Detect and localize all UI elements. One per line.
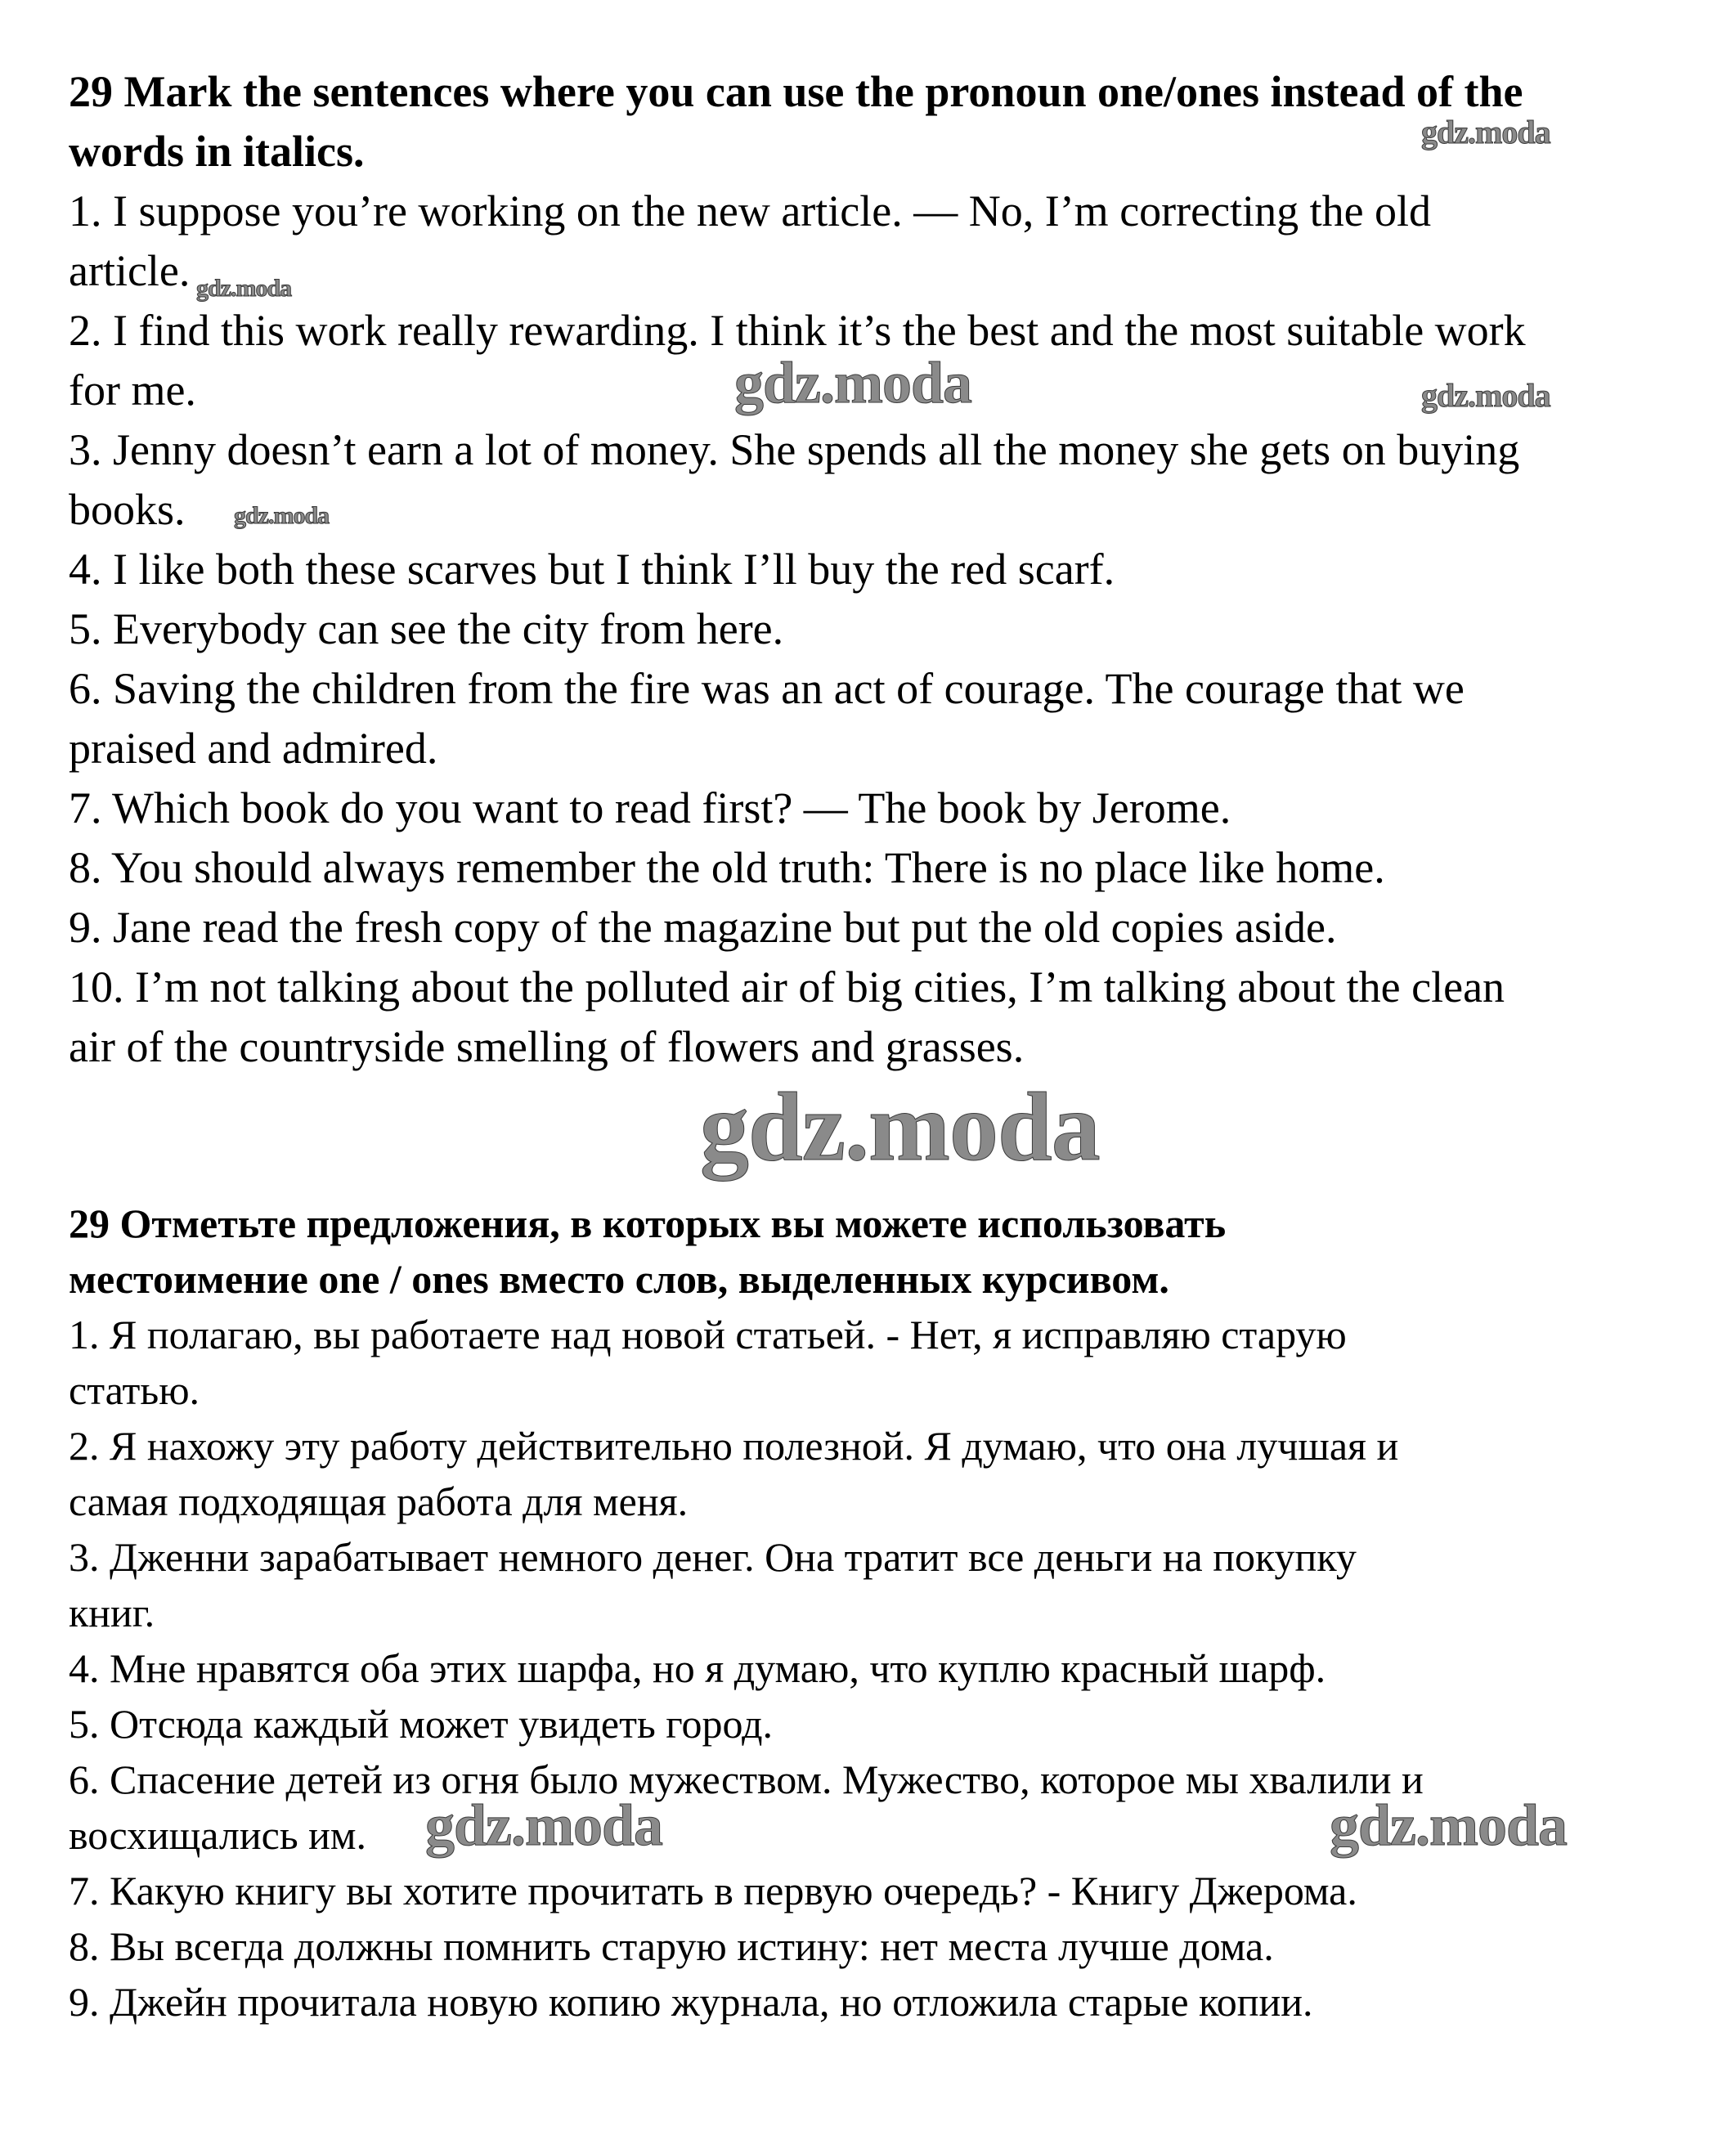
- exercise-item-line: 7. Which book do you want to read first? — The book by Jerome.: [69, 783, 1231, 832]
- watermark: gdz.moda: [1421, 114, 1550, 150]
- watermark: gdz.moda: [196, 275, 292, 302]
- exercise-item-line: 5. Everybody can see the city from here.: [69, 604, 784, 653]
- exercise-item-line: 9. Jane read the fresh copy of the magazine but put the old copies aside.: [69, 903, 1337, 952]
- russian-exercise: [69, 1196, 1704, 2030]
- exercise-item-line: 10. I’m not talking about the polluted air of big cities, I’m talking about the clean: [69, 962, 1505, 1012]
- exercise-item: [69, 778, 1704, 838]
- exercise-item: [69, 1418, 1704, 1529]
- exercise-item-line: praised and admired.: [69, 724, 438, 773]
- exercise-item: [69, 182, 1704, 301]
- watermark: gdz.moda: [734, 350, 972, 415]
- exercise-item-line: 4. I like both these scarves but I think I’ll buy the red scarf.: [69, 545, 1115, 594]
- watermark: gdz.moda: [700, 1072, 1100, 1181]
- exercise-item: [69, 1529, 1704, 1640]
- exercise-item-line: for me.: [69, 366, 196, 415]
- exercise-item: [69, 1696, 1704, 1752]
- exercise-item: [69, 838, 1704, 898]
- exercise-item-line: 6. Спасение детей из огня было мужеством. Мужество, которое мы хвалили и: [69, 1756, 1424, 1802]
- exercise-item-line: 3. Дженни зарабатывает немного денег. Она тратит все деньги на покупку: [69, 1534, 1357, 1580]
- exercise-item-line: 1. Я полагаю, вы работаете над новой статьей. - Нет, я исправляю старую: [69, 1312, 1347, 1357]
- exercise-item: [69, 1974, 1704, 2030]
- exercise-item: [69, 1918, 1704, 1974]
- exercise-item-line: air of the countryside smelling of flowers and grasses.: [69, 1022, 1025, 1071]
- exercise-item-line: книг.: [69, 1590, 155, 1635]
- watermark: gdz.moda: [1330, 1792, 1568, 1858]
- exercise-item: [69, 540, 1704, 599]
- exercise-item-line: восхищались им.: [69, 1812, 367, 1858]
- watermark: gdz.moda: [1421, 377, 1550, 414]
- exercise-item: [69, 1307, 1704, 1418]
- exercise-title-line: 29 Отметьте предложения, в которых вы можете использовать: [69, 1200, 1227, 1246]
- exercise-title-line: words in italics.: [69, 127, 365, 176]
- exercise-item-line: 8. Вы всегда должны помнить старую истину: нет места лучше дома.: [69, 1923, 1274, 1969]
- exercise-title-line: 29 Mark the sentences where you can use the pronoun one/ones instead of the: [69, 67, 1523, 116]
- exercise-item-line: 2. I find this work really rewarding. I think it’s the best and the most suitable work: [69, 306, 1526, 355]
- watermark: gdz.moda: [234, 502, 330, 529]
- exercise-item-line: 9. Джейн прочитала новую копию журнала, но отложила старые копии.: [69, 1979, 1313, 2025]
- exercise-item-line: article.: [69, 246, 191, 295]
- exercise-item-line: books.: [69, 485, 186, 534]
- exercise-item: [69, 599, 1704, 659]
- exercise-item: [69, 898, 1704, 958]
- exercise-item-line: 2. Я нахожу эту работу действительно полезной. Я думаю, что она лучшая и: [69, 1423, 1399, 1469]
- exercise-item-line: 1. I suppose you’re working on the new article. — No, I’m correcting the old: [69, 186, 1432, 236]
- exercise-title-line: местоимение one / ones вместо слов, выделенных курсивом.: [69, 1256, 1169, 1302]
- exercise-item-line: 7. Какую книгу вы хотите прочитать в первую очередь? - Книгу Джерома.: [69, 1868, 1357, 1913]
- english-exercise: [69, 62, 1704, 1077]
- exercise-item-line: 5. Отсюда каждый может увидеть город.: [69, 1701, 774, 1747]
- exercise-item: [69, 958, 1704, 1077]
- exercise-item-line: 8. You should always remember the old truth: There is no place like home.: [69, 843, 1385, 892]
- exercise-item-line: самая подходящая работа для меня.: [69, 1478, 689, 1524]
- exercise-item: [69, 659, 1704, 778]
- watermark: gdz.moda: [425, 1792, 663, 1858]
- exercise-item-line: 3. Jenny doesn’t earn a lot of money. She spends all the money she gets on buying: [69, 425, 1520, 474]
- exercise-item: [69, 1863, 1704, 1918]
- exercise-item-line: 6. Saving the children from the fire was an act of courage. The courage that we: [69, 664, 1465, 713]
- exercise-item-line: статью.: [69, 1367, 200, 1413]
- exercise-item-line: 4. Мне нравятся оба этих шарфа, но я думаю, что куплю красный шарф.: [69, 1645, 1326, 1691]
- exercise-item: [69, 1640, 1704, 1696]
